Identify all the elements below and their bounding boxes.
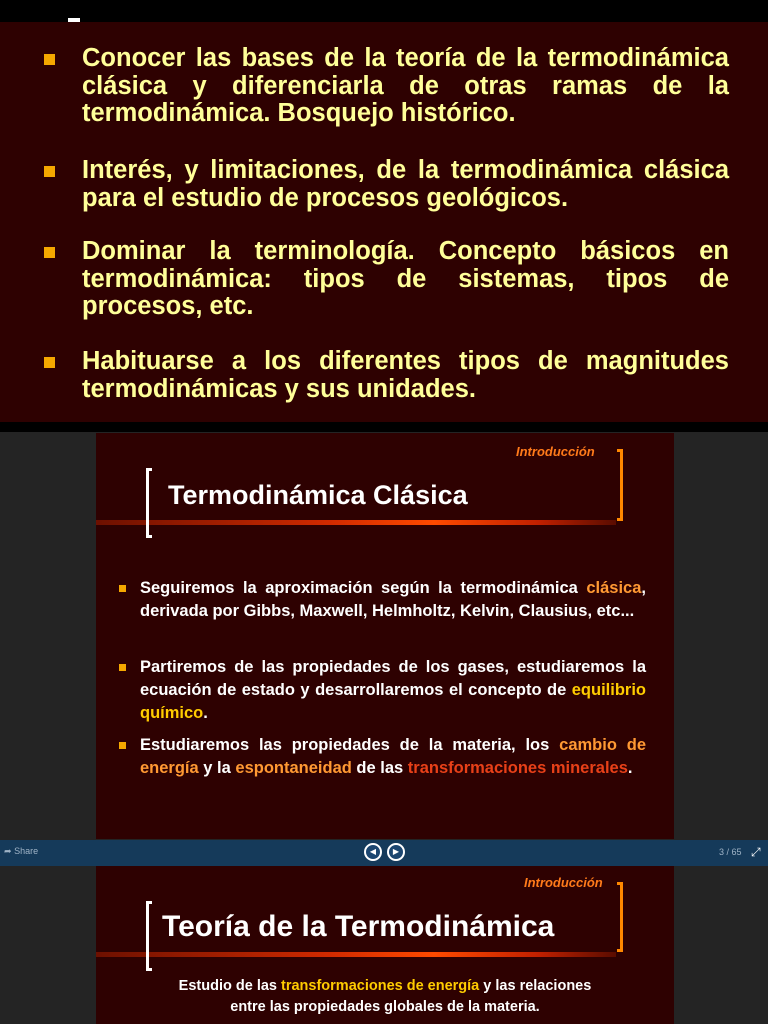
next-slide-button[interactable] — [387, 843, 405, 861]
fullscreen-icon: ⤢ — [751, 845, 761, 859]
subtitle-text: y las relaciones — [479, 978, 592, 994]
objective-text: Habituarse a los diferentes tipos de magnitudes termodinámicas y sus unidades. — [82, 347, 729, 403]
bullet-square-icon — [44, 166, 55, 177]
slide-bottom-gap — [0, 422, 768, 432]
slide-teoria-termodinamica — [96, 866, 674, 1024]
next-arrow-icon: ▶ — [392, 847, 400, 856]
highlight-transformaciones-energia: transformaciones de energía — [281, 978, 480, 994]
objective-text: Conocer las bases de la teoría de la termodinámica clásica y diferenciarla de otras ramas de la termodinámica. Bosquejo histórico. — [82, 44, 729, 127]
page-indicator: 3 / 65 — [719, 847, 742, 857]
bullet-square-icon — [119, 585, 126, 592]
share-label: Share — [14, 846, 39, 856]
slide-objectives — [0, 0, 768, 432]
title-bracket-left — [146, 468, 152, 538]
bullet-text: de las — [351, 759, 408, 777]
objective-bullet — [82, 45, 729, 128]
slide-subtitle — [96, 976, 674, 1018]
highlight-cambio-energia: cambio de energía — [140, 736, 646, 777]
content-bullet — [140, 734, 646, 780]
title-bracket-right — [617, 882, 623, 952]
bullet-text: Seguiremos la aproximación según la termodinámica — [140, 579, 587, 597]
section-label: Introducción — [524, 875, 603, 890]
bullet-text: y la — [198, 759, 236, 777]
title-underline — [96, 952, 616, 957]
objective-text: Interés, y limitaciones, de la termodinámica clásica para el estudio de procesos geológicos. — [82, 156, 729, 212]
bullet-square-icon — [44, 357, 55, 368]
section-label: Introducción — [516, 444, 595, 459]
slide-title: Termodinámica Clásica — [168, 480, 468, 510]
objective-text: Dominar la terminología. Concepto básicos en termodinámica: tipos de sistemas, tipos de procesos, etc. — [82, 237, 729, 320]
slide-termodinamica-clasica — [96, 433, 674, 839]
bullet-text: , derivada por Gibbs, Maxwell, Helmholtz, Kelvin, Clausius, etc... — [140, 579, 646, 620]
highlight-espontaneidad: espontaneidad — [235, 759, 352, 777]
objective-bullet — [82, 157, 729, 212]
content-bullet — [140, 656, 646, 725]
fullscreen-button[interactable] — [751, 845, 761, 860]
title-underline — [96, 520, 616, 525]
subtitle-text: entre las propiedades globales de la materia. — [230, 999, 540, 1015]
title-bracket-right — [617, 449, 623, 521]
content-bullet — [140, 577, 646, 623]
title-bracket-left — [146, 901, 152, 971]
prev-arrow-icon: ◀ — [369, 847, 377, 856]
highlight-clasica: clásica — [586, 579, 642, 597]
highlight-transformaciones: transformaciones minerales — [407, 759, 628, 777]
share-button[interactable] — [4, 846, 38, 857]
bullet-text: . — [203, 704, 208, 722]
bullet-square-icon — [44, 54, 55, 65]
objective-bullet — [82, 238, 729, 321]
highlight-equilibrio: equilibrio químico — [140, 681, 646, 722]
bullet-text: . — [627, 759, 633, 777]
objective-bullet — [82, 348, 729, 403]
slide-title: Teoría de la Termodinámica — [162, 910, 555, 943]
prev-slide-button[interactable] — [364, 843, 382, 861]
viewer-toolbar — [0, 840, 768, 866]
slide-top-gap — [0, 0, 768, 20]
bullet-text: Partiremos de las propiedades de los gases, estudiaremos la ecuación de estado y desarrollaremos el concepto de — [140, 658, 646, 699]
bullet-square-icon — [44, 247, 55, 258]
share-icon: ➦ — [4, 846, 12, 856]
bullet-square-icon — [119, 664, 126, 671]
bullet-square-icon — [119, 742, 126, 749]
subtitle-text: Estudio de las — [178, 978, 282, 994]
bullet-text: Estudiaremos las propiedades de la materia, los — [140, 736, 560, 754]
